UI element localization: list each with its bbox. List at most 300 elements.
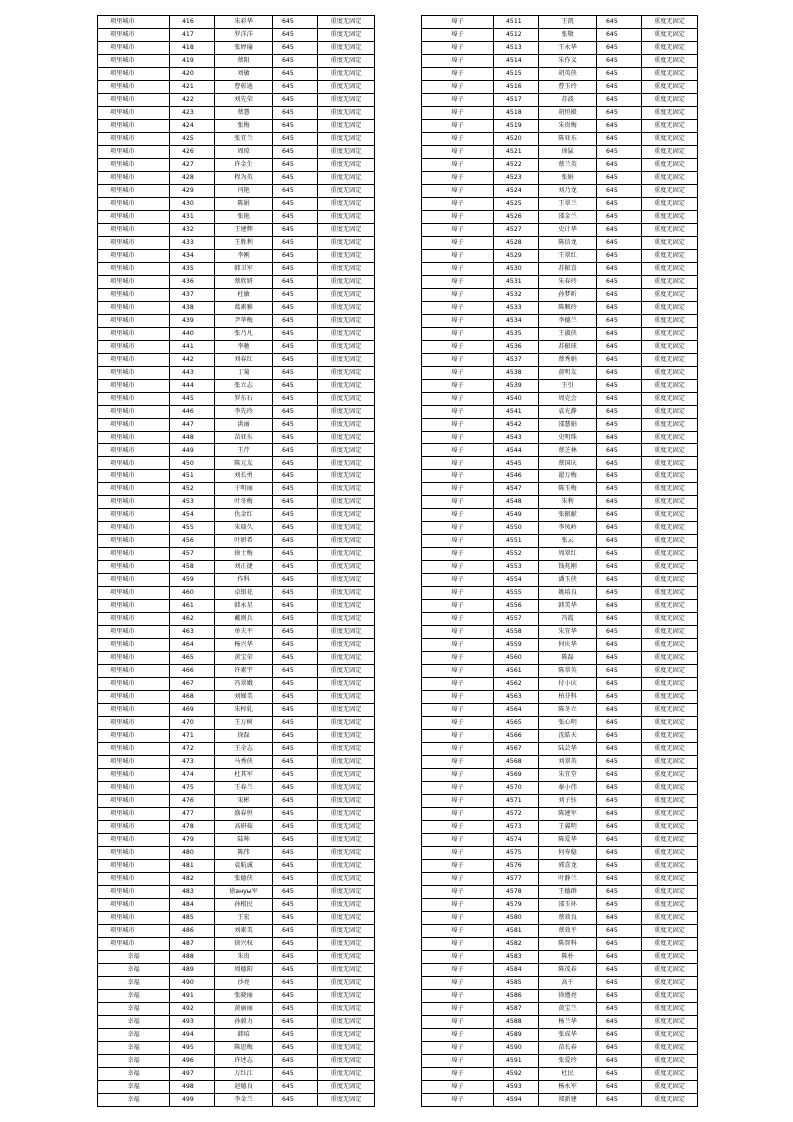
- table-row: [98, 431, 375, 444]
- person-name-cell: 刘春红: [215, 353, 273, 366]
- region-cell: 埠子: [422, 509, 494, 522]
- category-cell: 重度无固定: [318, 561, 375, 574]
- category-cell: 重度无固定: [318, 184, 375, 197]
- serial-number-cell: 4512: [494, 28, 539, 41]
- person-name-cell: 张晓丽: [215, 989, 273, 1002]
- category-cell: 重度无固定: [318, 210, 375, 223]
- person-name-cell: 胡英侠: [539, 67, 597, 80]
- serial-number-cell: 452: [170, 483, 215, 496]
- table-row: [422, 665, 698, 678]
- region-cell: 项里城市: [98, 132, 170, 145]
- amount-cell: 645: [597, 93, 642, 106]
- table-row: [422, 54, 698, 67]
- region-cell: 项里城市: [98, 496, 170, 509]
- region-cell: 项里城市: [98, 639, 170, 652]
- region-cell: 埠子: [422, 704, 494, 717]
- serial-number-cell: 4544: [494, 444, 539, 457]
- category-cell: 重度无固定: [642, 821, 698, 834]
- person-name-cell: 史计华: [539, 223, 597, 236]
- person-name-cell: 陈建军: [539, 808, 597, 821]
- table-row: [98, 262, 375, 275]
- table-row: [98, 106, 375, 119]
- person-name-cell: 张敬: [539, 28, 597, 41]
- person-name-cell: 郭喜龙: [539, 859, 597, 872]
- table-row: [98, 808, 375, 821]
- category-cell: 重度无固定: [642, 976, 698, 989]
- amount-cell: 645: [597, 782, 642, 795]
- amount-cell: 645: [273, 898, 318, 911]
- region-cell: 埠子: [422, 950, 494, 963]
- serial-number-cell: 4545: [494, 457, 539, 470]
- person-name-cell: 蔡效平: [539, 924, 597, 937]
- table-row: [98, 574, 375, 587]
- region-cell: 埠子: [422, 859, 494, 872]
- region-cell: 埠子: [422, 821, 494, 834]
- person-name-cell: 赵德良: [215, 1080, 273, 1093]
- person-name-cell: 韩卫军: [215, 262, 273, 275]
- amount-cell: 645: [597, 613, 642, 626]
- category-cell: 重度无固定: [318, 197, 375, 210]
- table-row: [422, 158, 698, 171]
- table-row: [98, 54, 375, 67]
- table-row: [422, 431, 698, 444]
- region-cell: 项里城市: [98, 522, 170, 535]
- region-cell: 埠子: [422, 54, 494, 67]
- person-name-cell: 蔡秀娟: [539, 353, 597, 366]
- person-name-cell: 刘长勇: [215, 470, 273, 483]
- person-name-cell: 李刚: [215, 249, 273, 262]
- person-name-cell: 何寿稳: [539, 847, 597, 860]
- table-row: [422, 756, 698, 769]
- amount-cell: 645: [273, 587, 318, 600]
- amount-cell: 645: [273, 1054, 318, 1067]
- category-cell: 重度无固定: [318, 457, 375, 470]
- region-cell: 埠子: [422, 937, 494, 950]
- amount-cell: 645: [597, 1015, 642, 1028]
- table-row: [422, 574, 698, 587]
- serial-number-cell: 4559: [494, 639, 539, 652]
- table-row: [98, 184, 375, 197]
- table-row: [422, 795, 698, 808]
- person-name-cell: 陈茂春: [539, 963, 597, 976]
- category-cell: 重度无固定: [642, 924, 698, 937]
- table-row: [98, 119, 375, 132]
- person-name-cell: 朱贵: [215, 950, 273, 963]
- serial-number-cell: 4543: [494, 431, 539, 444]
- amount-cell: 645: [597, 470, 642, 483]
- amount-cell: 645: [273, 885, 318, 898]
- region-cell: 项里城市: [98, 782, 170, 795]
- serial-number-cell: 4581: [494, 924, 539, 937]
- person-name-cell: 邵玉环: [539, 898, 597, 911]
- region-cell: 项里城市: [98, 249, 170, 262]
- serial-number-cell: 436: [170, 275, 215, 288]
- region-cell: 埠子: [422, 898, 494, 911]
- person-name-cell: 叶静兰: [539, 872, 597, 885]
- amount-cell: 645: [273, 93, 318, 106]
- person-name-cell: 张爱玲: [539, 1054, 597, 1067]
- serial-number-cell: 488: [170, 950, 215, 963]
- amount-cell: 645: [597, 834, 642, 847]
- table-row: [98, 496, 375, 509]
- category-cell: 重度无固定: [642, 639, 698, 652]
- amount-cell: 645: [273, 1080, 318, 1093]
- region-cell: 项里城市: [98, 444, 170, 457]
- table-row: [98, 470, 375, 483]
- serial-number-cell: 498: [170, 1080, 215, 1093]
- region-cell: 项里城市: [98, 834, 170, 847]
- category-cell: 重度无固定: [318, 782, 375, 795]
- person-name-cell: 卓银花: [215, 587, 273, 600]
- amount-cell: 645: [273, 80, 318, 93]
- category-cell: 重度无固定: [642, 340, 698, 353]
- category-cell: 重度无固定: [318, 431, 375, 444]
- category-cell: 重度无固定: [318, 1041, 375, 1054]
- category-cell: 重度无固定: [318, 119, 375, 132]
- table-row: [98, 561, 375, 574]
- person-name-cell: 黄丽丽: [215, 1002, 273, 1015]
- amount-cell: 645: [273, 249, 318, 262]
- category-cell: 重度无固定: [642, 171, 698, 184]
- category-cell: 重度无固定: [318, 1054, 375, 1067]
- table-row: [422, 885, 698, 898]
- person-name-cell: 戴则兵: [215, 613, 273, 626]
- serial-number-cell: 431: [170, 210, 215, 223]
- amount-cell: 645: [597, 976, 642, 989]
- region-cell: 埠子: [422, 93, 494, 106]
- serial-number-cell: 482: [170, 872, 215, 885]
- table-row: [422, 236, 698, 249]
- region-cell: 埠子: [422, 353, 494, 366]
- serial-number-cell: 4579: [494, 898, 539, 911]
- person-name-cell: 张婷瑜: [215, 41, 273, 54]
- amount-cell: 645: [597, 262, 642, 275]
- serial-number-cell: 4540: [494, 392, 539, 405]
- amount-cell: 645: [273, 730, 318, 743]
- amount-cell: 645: [273, 756, 318, 769]
- person-name-cell: 高研茹: [215, 821, 273, 834]
- person-name-cell: 刘乃龙: [539, 184, 597, 197]
- table-row: [422, 976, 698, 989]
- category-cell: 重度无固定: [318, 275, 375, 288]
- serial-number-cell: 459: [170, 574, 215, 587]
- amount-cell: 645: [273, 859, 318, 872]
- amount-cell: 645: [273, 509, 318, 522]
- category-cell: 重度无固定: [318, 847, 375, 860]
- table-row: [98, 80, 375, 93]
- table-row: [422, 704, 698, 717]
- table-row: [422, 483, 698, 496]
- category-cell: 重度无固定: [642, 366, 698, 379]
- table-row: [422, 1054, 698, 1067]
- person-name-cell: 徐兴权: [215, 937, 273, 950]
- serial-number-cell: 4582: [494, 937, 539, 950]
- table-row: [98, 989, 375, 1002]
- table-row: [422, 950, 698, 963]
- region-cell: 埠子: [422, 574, 494, 587]
- category-cell: 重度无固定: [318, 639, 375, 652]
- serial-number-cell: 419: [170, 54, 215, 67]
- person-name-cell: 王宏: [215, 911, 273, 924]
- category-cell: 重度无固定: [642, 54, 698, 67]
- table-row: [422, 392, 698, 405]
- amount-cell: 645: [597, 16, 642, 29]
- region-cell: 埠子: [422, 249, 494, 262]
- category-cell: 重度无固定: [318, 327, 375, 340]
- person-name-cell: 潘玉侠: [539, 574, 597, 587]
- serial-number-cell: 430: [170, 197, 215, 210]
- region-cell: 项里城市: [98, 548, 170, 561]
- region-cell: 幸福: [98, 976, 170, 989]
- region-cell: 幸福: [98, 1067, 170, 1080]
- serial-number-cell: 445: [170, 392, 215, 405]
- serial-number-cell: 4585: [494, 976, 539, 989]
- amount-cell: 645: [597, 769, 642, 782]
- region-cell: 埠子: [422, 366, 494, 379]
- amount-cell: 645: [597, 28, 642, 41]
- serial-number-cell: 438: [170, 301, 215, 314]
- table-row: [422, 405, 698, 418]
- table-row: [98, 132, 375, 145]
- person-name-cell: 刘娣美: [215, 691, 273, 704]
- person-name-cell: 宋彬: [215, 795, 273, 808]
- person-name-cell: 程为英: [215, 171, 273, 184]
- region-cell: 幸福: [98, 1080, 170, 1093]
- table-row: [422, 145, 698, 158]
- category-cell: 重度无固定: [318, 587, 375, 600]
- region-cell: 项里城市: [98, 41, 170, 54]
- person-name-cell: 作科: [215, 574, 273, 587]
- serial-number-cell: 4594: [494, 1093, 539, 1106]
- category-cell: 重度无固定: [318, 872, 375, 885]
- category-cell: 重度无固定: [642, 859, 698, 872]
- category-cell: 重度无固定: [318, 795, 375, 808]
- serial-number-cell: 471: [170, 730, 215, 743]
- person-name-cell: 刘翠英: [539, 756, 597, 769]
- amount-cell: 645: [273, 392, 318, 405]
- table-row: [98, 93, 375, 106]
- amount-cell: 645: [273, 145, 318, 158]
- serial-number-cell: 479: [170, 834, 215, 847]
- region-cell: 埠子: [422, 1080, 494, 1093]
- person-name-cell: 黄宝荣: [215, 652, 273, 665]
- category-cell: 重度无固定: [642, 145, 698, 158]
- serial-number-cell: 455: [170, 522, 215, 535]
- serial-number-cell: 4522: [494, 158, 539, 171]
- amount-cell: 645: [597, 509, 642, 522]
- person-name-cell: 李凤岭: [539, 522, 597, 535]
- amount-cell: 645: [273, 223, 318, 236]
- person-name-cell: 李先玲: [215, 405, 273, 418]
- table-row: [422, 119, 698, 132]
- serial-number-cell: 427: [170, 158, 215, 171]
- serial-number-cell: 490: [170, 976, 215, 989]
- table-row: [98, 1093, 375, 1106]
- amount-cell: 645: [597, 353, 642, 366]
- region-cell: 项里城市: [98, 470, 170, 483]
- person-name-cell: 许素宇: [215, 665, 273, 678]
- amount-cell: 645: [597, 1041, 642, 1054]
- region-cell: 埠子: [422, 431, 494, 444]
- serial-number-cell: 497: [170, 1067, 215, 1080]
- person-name-cell: 于明丽: [215, 483, 273, 496]
- serial-number-cell: 4580: [494, 911, 539, 924]
- table-row: [422, 691, 698, 704]
- serial-number-cell: 450: [170, 457, 215, 470]
- region-cell: 埠子: [422, 963, 494, 976]
- category-cell: 重度无固定: [318, 80, 375, 93]
- category-cell: 重度无固定: [642, 678, 698, 691]
- amount-cell: 645: [597, 911, 642, 924]
- region-cell: 埠子: [422, 924, 494, 937]
- category-cell: 重度无固定: [318, 16, 375, 29]
- serial-number-cell: 435: [170, 262, 215, 275]
- amount-cell: 645: [597, 950, 642, 963]
- person-name-cell: 韩培: [215, 1028, 273, 1041]
- table-row: [98, 613, 375, 626]
- serial-number-cell: 429: [170, 184, 215, 197]
- table-row: [422, 1093, 698, 1106]
- category-cell: 重度无固定: [642, 80, 698, 93]
- person-name-cell: 朱春玲: [539, 275, 597, 288]
- table-row: [98, 821, 375, 834]
- category-cell: 重度无固定: [642, 613, 698, 626]
- person-name-cell: 袁航诚: [215, 859, 273, 872]
- table-row: [422, 898, 698, 911]
- category-cell: 重度无固定: [318, 963, 375, 976]
- amount-cell: 645: [273, 1002, 318, 1015]
- category-cell: 重度无固定: [318, 821, 375, 834]
- amount-cell: 645: [597, 197, 642, 210]
- region-cell: 埠子: [422, 1002, 494, 1015]
- category-cell: 重度无固定: [318, 340, 375, 353]
- amount-cell: 645: [597, 561, 642, 574]
- person-name-cell: 朱利: [539, 496, 597, 509]
- serial-number-cell: 4531: [494, 275, 539, 288]
- amount-cell: 645: [597, 67, 642, 80]
- region-cell: 埠子: [422, 197, 494, 210]
- serial-number-cell: 481: [170, 859, 215, 872]
- person-name-cell: 袁光静: [539, 405, 597, 418]
- region-cell: 项里城市: [98, 743, 170, 756]
- amount-cell: 645: [597, 158, 642, 171]
- amount-cell: 645: [273, 483, 318, 496]
- table-row: [422, 353, 698, 366]
- region-cell: 项里城市: [98, 587, 170, 600]
- person-name-cell: 邵金兰: [539, 210, 597, 223]
- serial-number-cell: 470: [170, 717, 215, 730]
- amount-cell: 645: [597, 821, 642, 834]
- serial-number-cell: 456: [170, 535, 215, 548]
- serial-number-cell: 463: [170, 626, 215, 639]
- amount-cell: 645: [597, 405, 642, 418]
- serial-number-cell: 4556: [494, 600, 539, 613]
- region-cell: 项里城市: [98, 898, 170, 911]
- region-cell: 埠子: [422, 717, 494, 730]
- beneficiary-table-left: [97, 15, 375, 1107]
- region-cell: 埠子: [422, 288, 494, 301]
- person-name-cell: 杜民: [539, 1067, 597, 1080]
- region-cell: 埠子: [422, 613, 494, 626]
- category-cell: 重度无固定: [642, 67, 698, 80]
- person-name-cell: 王德群: [539, 885, 597, 898]
- amount-cell: 645: [597, 730, 642, 743]
- serial-number-cell: 477: [170, 808, 215, 821]
- table-row: [98, 1054, 375, 1067]
- amount-cell: 645: [273, 1067, 318, 1080]
- amount-cell: 645: [273, 704, 318, 717]
- region-cell: 项里城市: [98, 717, 170, 730]
- region-cell: 项里城市: [98, 574, 170, 587]
- person-name-cell: 秦小伟: [539, 782, 597, 795]
- serial-number-cell: 423: [170, 106, 215, 119]
- region-cell: 项里城市: [98, 366, 170, 379]
- person-name-cell: 朱瑞久: [215, 522, 273, 535]
- serial-number-cell: 4591: [494, 1054, 539, 1067]
- category-cell: 重度无固定: [642, 898, 698, 911]
- region-cell: 埠子: [422, 41, 494, 54]
- region-cell: 埠子: [422, 379, 494, 392]
- serial-number-cell: 447: [170, 418, 215, 431]
- amount-cell: 645: [597, 210, 642, 223]
- category-cell: 重度无固定: [318, 288, 375, 301]
- amount-cell: 645: [597, 522, 642, 535]
- region-cell: 埠子: [422, 535, 494, 548]
- region-cell: 埠子: [422, 444, 494, 457]
- amount-cell: 645: [597, 418, 642, 431]
- region-cell: 埠子: [422, 340, 494, 353]
- person-name-cell: 刘先荣: [215, 93, 273, 106]
- region-cell: 项里城市: [98, 171, 170, 184]
- person-name-cell: 刘素美: [215, 924, 273, 937]
- category-cell: 重度无固定: [318, 1080, 375, 1093]
- amount-cell: 645: [597, 301, 642, 314]
- category-cell: 重度无固定: [318, 522, 375, 535]
- category-cell: 重度无固定: [318, 41, 375, 54]
- person-name-cell: 王永华: [539, 41, 597, 54]
- table-row: [98, 210, 375, 223]
- serial-number-cell: 4532: [494, 288, 539, 301]
- person-name-cell: 张艳: [215, 210, 273, 223]
- amount-cell: 645: [273, 171, 318, 184]
- serial-number-cell: 492: [170, 1002, 215, 1015]
- serial-number-cell: 448: [170, 431, 215, 444]
- serial-number-cell: 4587: [494, 1002, 539, 1015]
- category-cell: 重度无固定: [318, 976, 375, 989]
- category-cell: 重度无固定: [318, 730, 375, 743]
- person-name-cell: 沈皓天: [539, 730, 597, 743]
- person-name-cell: 徐猛: [539, 145, 597, 158]
- amount-cell: 645: [597, 314, 642, 327]
- person-name-cell: 徐ануы军: [215, 885, 273, 898]
- category-cell: 重度无固定: [642, 353, 698, 366]
- table-row: [98, 898, 375, 911]
- amount-cell: 645: [273, 574, 318, 587]
- region-cell: 幸福: [98, 1093, 170, 1106]
- table-row: [98, 859, 375, 872]
- table-row: [422, 1002, 698, 1015]
- person-name-cell: 韩美华: [539, 600, 597, 613]
- serial-number-cell: 4593: [494, 1080, 539, 1093]
- region-cell: 埠子: [422, 795, 494, 808]
- amount-cell: 645: [597, 275, 642, 288]
- table-row: [98, 275, 375, 288]
- table-row: [98, 418, 375, 431]
- region-cell: 项里城市: [98, 54, 170, 67]
- region-cell: 埠子: [422, 405, 494, 418]
- serial-number-cell: 489: [170, 963, 215, 976]
- serial-number-cell: 4524: [494, 184, 539, 197]
